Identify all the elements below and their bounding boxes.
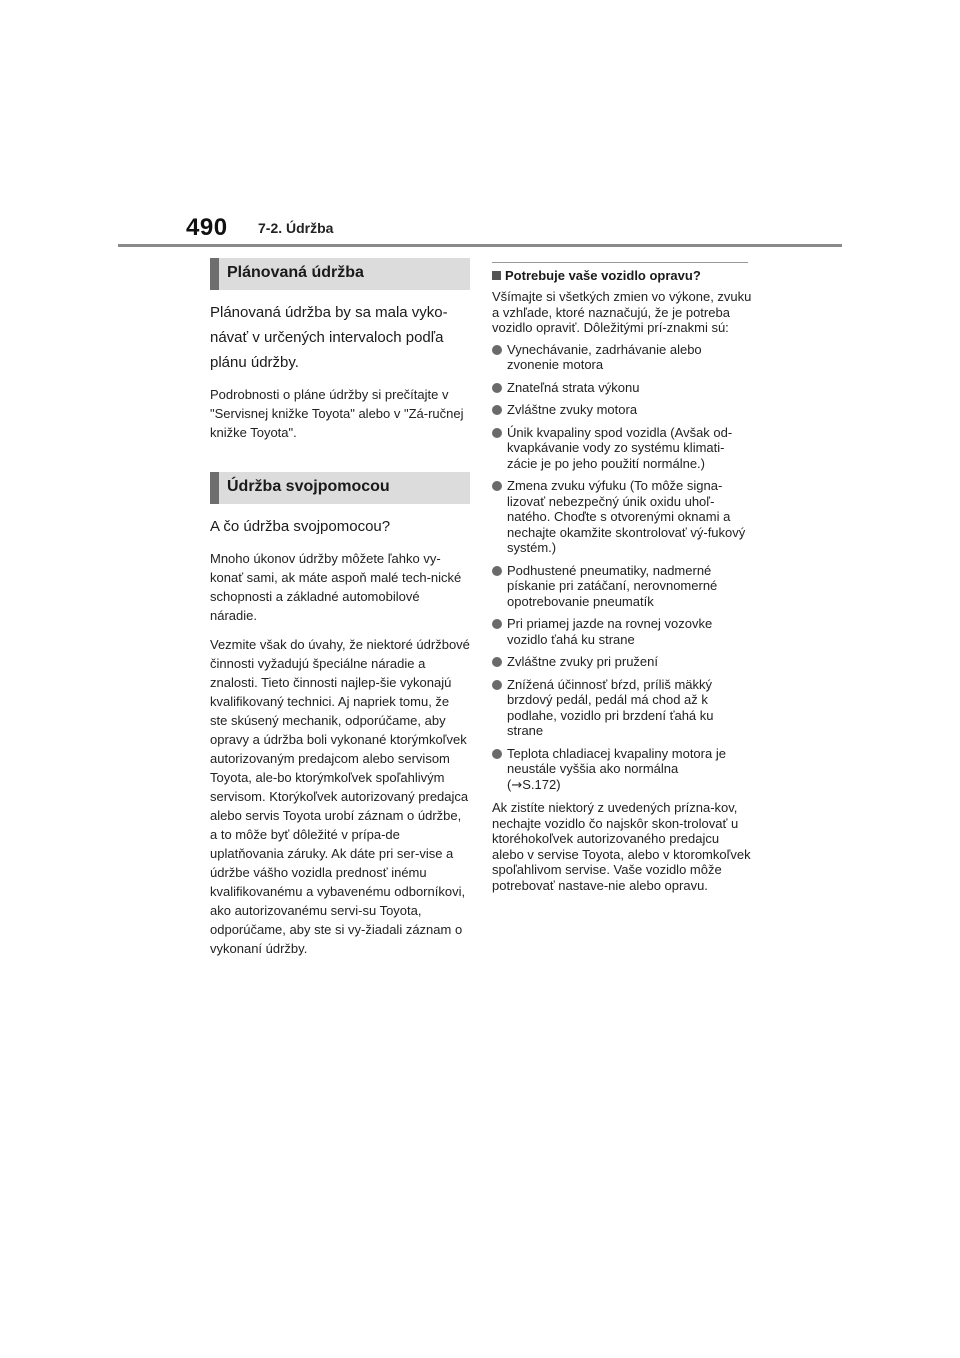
paragraph-2: Mnoho úkonov údržby môžete ľahko vy-konať sami, ak máte aspoň malé tech-nické schopnosti a základné automobilové náradie. xyxy=(210,551,462,623)
list-item xyxy=(492,478,752,556)
page-reference-label: S.172 xyxy=(522,776,557,792)
list-item xyxy=(492,677,752,739)
left-column xyxy=(210,258,470,958)
arrow-right-icon: → xyxy=(511,777,523,793)
list-item-text: Vynechávanie, zadrhávanie alebo zvonenie motora xyxy=(507,341,702,372)
bullet-icon xyxy=(492,428,502,438)
list-item-text: Znateľná strata výkonu xyxy=(507,379,640,395)
bullet-icon xyxy=(492,481,502,491)
bullet-icon xyxy=(492,680,502,690)
paragraph-1: Podrobnosti o pláne údržby si prečítajte v "Servisnej knižke Toyota" alebo v "Zá-ručnej knižke Toyota". xyxy=(210,387,464,440)
heading-planned-maintenance: Plánovaná údržba xyxy=(210,258,470,290)
paragraph-3: Vezmite však do úvahy, že niektoré údržbové činnosti vyžadujú špeciálne náradie a znalosti. Tieto činnosti najlep-šie vykonajú kvalifikovaný technici. Aj napriek tomu, že ste skúsený mechanik, odporúčame, aby opravy a údržba boli vykonané ktorýmkoľvek autorizovaným predajcom alebo servisom Toyota, ale-bo ktorýmkoľvek spoľahlivým servisom. Ktorýkoľvek autorizovaný predajca alebo servis Toyota urobí záznam o údržbe, a to môže byť dôležité v prípa-de uplatňovania záruky. Ak dáte pri ser-vise a údržbe vášho vozidla prednosť inému kvalifikovanému a vybavenému odborníkovi, ako autorizovanému servi-su Toyota, odporúčame, aby ste si vy-žiadali záznam o vykonaní údržby. xyxy=(210,637,470,956)
bullet-icon xyxy=(492,566,502,576)
subheading xyxy=(492,267,752,285)
list-item xyxy=(492,654,752,670)
page-reference[interactable]: (→S.172) xyxy=(507,776,561,793)
bullet-icon xyxy=(492,657,502,667)
bullet-icon xyxy=(492,345,502,355)
list-item-text: Pri priamej jazde na rovnej vozovke vozidlo ťahá ku strane xyxy=(507,616,713,647)
subhead-rule xyxy=(492,262,748,263)
right-column xyxy=(492,262,752,893)
bullet-icon xyxy=(492,405,502,415)
header-rule xyxy=(118,244,842,247)
list-item-text: Zvláštne zvuky pri pružení xyxy=(507,654,659,669)
list-item xyxy=(492,342,752,373)
section-label: 7-2. Údržba xyxy=(258,220,334,236)
bullet-icon xyxy=(492,749,502,759)
subheading-text: Potrebuje vaše vozidlo opravu? xyxy=(505,268,701,283)
intro-paragraph: Všímajte si všetkých zmien vo výkone, zvuku a vzhľade, ktoré naznačujú, že je potreba vozidlo opraviť. Dôležitými prí-znakmi sú: xyxy=(492,289,752,335)
list-item xyxy=(492,380,752,396)
list-item-text: Únik kvapaliny spod vozidla (Avšak od-kvapkávanie vody zo systému klimati-zácie je po jeho použití normálne.) xyxy=(507,424,733,471)
list-item xyxy=(492,425,752,472)
list-item-text: Teplota chladiacej kvapaliny motora je neustále vyššia ako normálna xyxy=(507,745,726,776)
list-item xyxy=(492,563,752,610)
symptom-list xyxy=(492,342,752,794)
list-item xyxy=(492,402,752,418)
list-item xyxy=(492,746,752,794)
lead-paragraph-1: Plánovaná údržba by sa mala vyko-návať v určených intervaloch podľa plánu údržby. xyxy=(210,304,448,371)
list-item xyxy=(492,616,752,647)
lead-paragraph-2: A čo údržba svojpomocou? xyxy=(210,518,391,535)
list-item-text: Zvláštne zvuky motora xyxy=(507,402,638,417)
list-item-text: Podhustené pneumatiky, nadmerné pískanie pri zatáčaní, nerovnomerné opotrebovanie pneumatík xyxy=(507,562,718,609)
heading-self-maintenance: Údržba svojpomocou xyxy=(210,472,470,504)
list-item-text: Zmena zvuku výfuku (To môže signa-lizovať nebezpečný únik oxidu uhoľ-natého. Choďte s otvorenými oknami a nechajte okamžite skontrolovať vý-fukový systém.) xyxy=(507,478,746,555)
closing-paragraph: Ak zistíte niektorý z uvedených prízna-kov, nechajte vozidlo čo najskôr skon-trolovať u ktoréhokoľvek autorizovaného predajcu alebo v servise Toyota, alebo v ktoromkoľvek spoľahlivom servise. Vaše vozidlo môže potrebovať nastave-nie alebo opravu. xyxy=(492,800,751,893)
page-number: 490 xyxy=(186,214,228,241)
list-item-text: Znížená účinnosť bŕzd, príliš mäkký brzdový pedál, pedál má chod až k podlahe, vozidlo pri brzdení ťahá ku strane xyxy=(507,676,714,738)
square-icon xyxy=(492,271,501,280)
bullet-icon xyxy=(492,619,502,629)
bullet-icon xyxy=(492,383,502,393)
